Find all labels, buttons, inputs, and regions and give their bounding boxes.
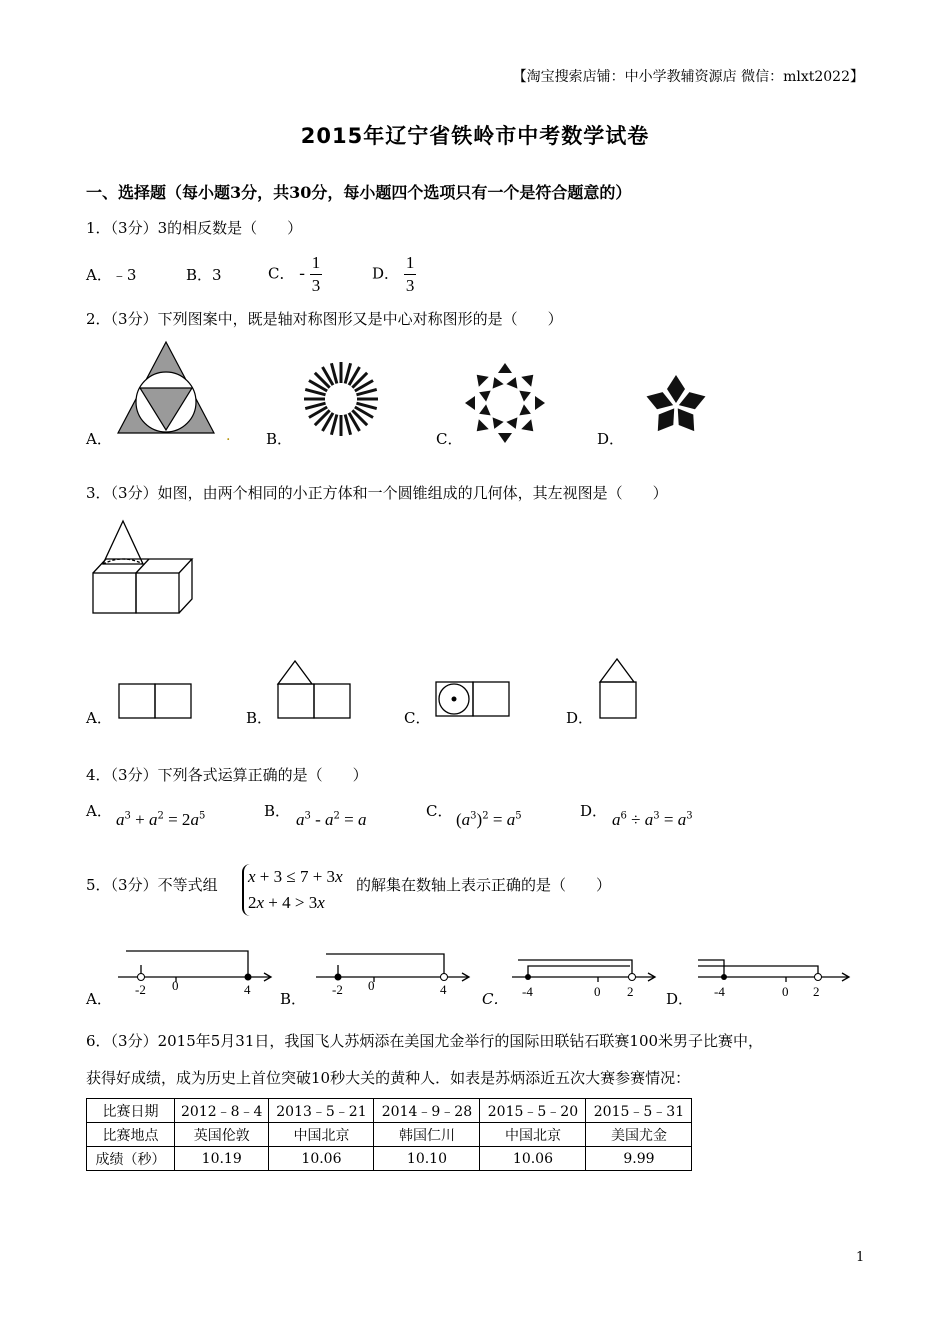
q5a-tick-0: 0 bbox=[172, 978, 179, 993]
table-cell: 10.06 bbox=[269, 1147, 374, 1171]
q6-stem-line2: 获得好成绩，成为历史上首位突破10秒大关的黄种人．如表是苏炳添近五次大赛参赛情况： bbox=[86, 1069, 691, 1087]
q5-stem-prefix: 5．（3分）不等式组 bbox=[86, 876, 218, 894]
q5c-tick-neg4: -4 bbox=[522, 984, 533, 999]
q4-expr-b: $a^3 - a^2 = a$ bbox=[296, 810, 367, 829]
q1-stem: 1．（3分）3的相反数是（ ） bbox=[86, 219, 303, 237]
results-table bbox=[86, 1098, 692, 1171]
q4-label-a: A． bbox=[86, 802, 112, 820]
table-row-header: 成绩（秒） bbox=[87, 1147, 175, 1171]
table-cell: 2012﹣8﹣4 bbox=[175, 1099, 269, 1123]
q3-option-c-view bbox=[434, 680, 512, 720]
page-number: 1 bbox=[856, 1250, 865, 1265]
q5a-tick-neg2: -2 bbox=[135, 982, 146, 997]
q2-dot-mark: . bbox=[226, 428, 231, 444]
q5c-tick-0: 0 bbox=[594, 984, 601, 999]
q1-option-d bbox=[372, 252, 416, 297]
table-row-header: 比赛地点 bbox=[87, 1123, 175, 1147]
table-cell: 中国北京 bbox=[480, 1123, 586, 1147]
q5-label-d: D． bbox=[666, 990, 694, 1008]
q1-option-a: A．﹣3 bbox=[86, 266, 137, 284]
q2-label-b: B． bbox=[266, 430, 293, 448]
q5-stem-suffix: 的解集在数轴上表示正确的是（ ） bbox=[356, 876, 612, 894]
q3-label-a: A． bbox=[86, 709, 112, 727]
q1-option-c-sign: - bbox=[299, 263, 305, 283]
q2-label-d: D． bbox=[597, 430, 625, 448]
q5-number-line-d bbox=[694, 952, 854, 1002]
q2-stem: 2．（3分）下列图案中，既是轴对称图形又是中心对称图形的是（ ） bbox=[86, 310, 563, 328]
q1-option-b: B．3 bbox=[186, 266, 222, 284]
q4-label-b: B． bbox=[264, 802, 291, 820]
q4-stem: 4．（3分）下列各式运算正确的是（ ） bbox=[86, 766, 368, 784]
q5-label-a: A． bbox=[86, 990, 112, 1008]
q4-label-c: C． bbox=[426, 802, 453, 820]
q1-d-denominator: 3 bbox=[405, 276, 415, 295]
q5b-tick-neg2: -2 bbox=[332, 982, 343, 997]
table-cell: 美国尤金 bbox=[586, 1123, 692, 1147]
table-cell: 10.19 bbox=[175, 1147, 269, 1171]
page-title: 2015年辽宁省铁岭市中考数学试卷 bbox=[300, 124, 650, 148]
table-cell: 2015﹣5﹣20 bbox=[480, 1099, 586, 1123]
table-cell: 中国北京 bbox=[269, 1123, 374, 1147]
q3-label-b: B． bbox=[246, 709, 273, 727]
q5-number-line-a bbox=[114, 946, 274, 1002]
q5-label-b: B． bbox=[280, 990, 307, 1008]
table-cell: 英国伦敦 bbox=[175, 1123, 269, 1147]
q3-option-d-view bbox=[598, 656, 640, 722]
q3-solid-figure bbox=[90, 518, 196, 616]
q5b-tick-0: 0 bbox=[368, 978, 375, 993]
q3-option-a-view bbox=[117, 682, 193, 722]
table-cell: 10.06 bbox=[480, 1147, 586, 1171]
q1-option-c-fraction bbox=[310, 252, 323, 297]
q3-label-c: C． bbox=[404, 709, 431, 727]
q2-figure-b-sunburst bbox=[298, 362, 384, 436]
table-row bbox=[87, 1123, 692, 1147]
q1-c-numerator: 1 bbox=[310, 252, 323, 275]
q3-stem: 3．（3分）如图，由两个相同的小正方体和一个圆锥组成的几何体，其左视图是（ ） bbox=[86, 484, 668, 502]
section-heading: 一、选择题（每小题3分，共30分，每小题四个选项只有一个是符合题意的） bbox=[86, 183, 632, 202]
q1-option-c-label: C． bbox=[268, 264, 295, 283]
q5-number-line-b bbox=[312, 946, 472, 1002]
q5a-tick-4: 4 bbox=[244, 982, 251, 997]
q2-figure-c-arrows bbox=[462, 366, 548, 440]
q2-figure-a bbox=[116, 340, 216, 436]
q4-label-d: D． bbox=[580, 802, 608, 820]
table-cell: 9.99 bbox=[586, 1147, 692, 1171]
q5-number-line-c bbox=[508, 952, 658, 1002]
q5d-tick-neg4: -4 bbox=[714, 984, 725, 999]
q5d-tick-0: 0 bbox=[782, 984, 789, 999]
q4-expr-a: $a^3 + a^2 = 2a^5$ bbox=[116, 810, 206, 829]
table-cell: 2014﹣9﹣28 bbox=[374, 1099, 480, 1123]
q2-label-a: A． bbox=[86, 430, 112, 448]
q1-option-c bbox=[268, 252, 322, 297]
table-cell: 2015﹣5﹣31 bbox=[586, 1099, 692, 1123]
table-cell: 2013﹣5﹣21 bbox=[269, 1099, 374, 1123]
q5-inequality-system: x + 3 ≤ 7 + 3x 2x + 4 > 3x bbox=[242, 864, 343, 916]
q5d-tick-2: 2 bbox=[813, 984, 820, 999]
q5-label-c: C． bbox=[482, 990, 509, 1008]
q1-d-numerator: 1 bbox=[404, 252, 417, 275]
q2-figure-d-star bbox=[636, 372, 716, 436]
q3-label-d: D． bbox=[566, 709, 594, 727]
q3-option-b-view bbox=[276, 658, 354, 722]
q5c-tick-2: 2 bbox=[627, 984, 634, 999]
table-cell: 10.10 bbox=[374, 1147, 480, 1171]
header-note: 【淘宝搜索店铺：中小学教辅资源店 微信：mlxt2022】 bbox=[512, 69, 864, 85]
q5b-tick-4: 4 bbox=[440, 982, 447, 997]
q4-expr-c: $(a^3)^2 = a^5$ bbox=[456, 810, 522, 829]
q6-stem-line1: 6．（3分）2015年5月31日，我国飞人苏炳添在美国尤金举行的国际田联钻石联赛100米男子比赛中， bbox=[86, 1032, 764, 1050]
q4-expr-d: $a^6 \div a^3 = a^3$ bbox=[612, 810, 693, 829]
table-row bbox=[87, 1147, 692, 1171]
table-row bbox=[87, 1099, 692, 1123]
table-row-header: 比赛日期 bbox=[87, 1099, 175, 1123]
q1-c-denominator: 3 bbox=[311, 276, 321, 295]
q1-option-d-fraction bbox=[404, 252, 417, 297]
q1-option-d-label: D． bbox=[372, 264, 400, 283]
q2-label-c: C． bbox=[436, 430, 463, 448]
table-cell: 韩国仁川 bbox=[374, 1123, 480, 1147]
